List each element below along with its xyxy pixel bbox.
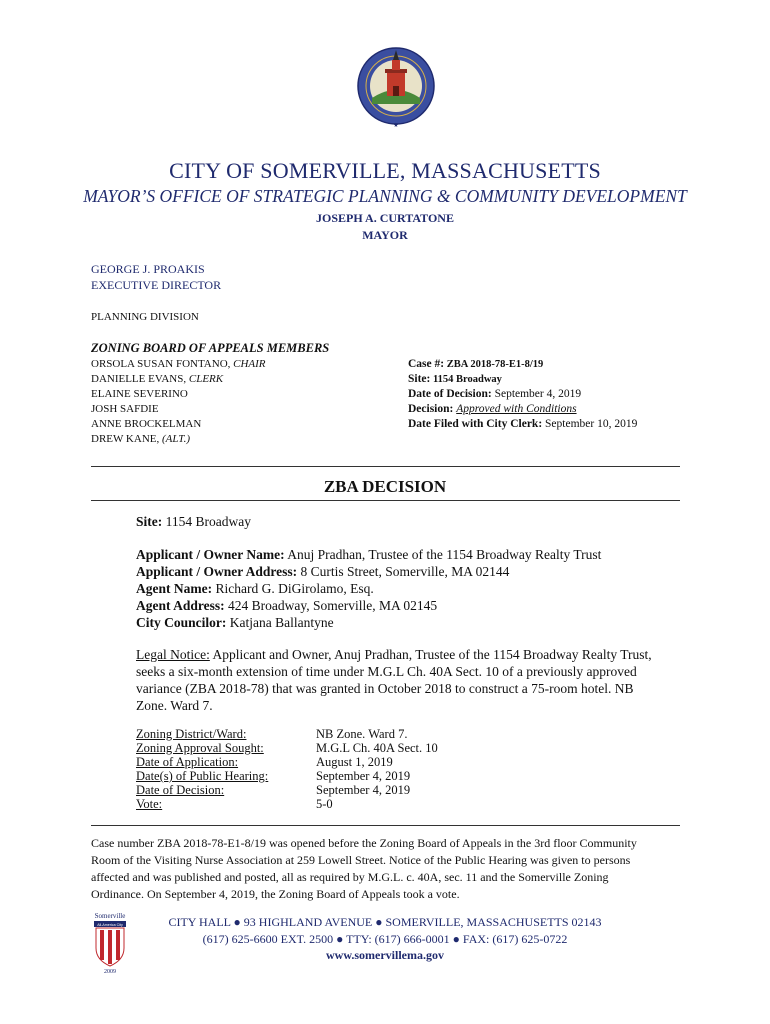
board-member: DANIELLE EVANS, CLERK [91, 373, 224, 385]
zoning-label: Zoning Approval Sought: [136, 741, 264, 755]
city-seal-icon [356, 42, 436, 132]
svg-text:★: ★ [393, 123, 399, 129]
detail-owner-name: Applicant / Owner Name: Anuj Pradhan, Trustee of the 1154 Broadway Realty Trust [136, 547, 602, 562]
footer-address: CITY HALL ● 93 HIGHLAND AVENUE ● SOMERVILLE, MASSACHUSETTS 02143 [168, 915, 602, 929]
divider [91, 500, 680, 501]
city-seal [356, 42, 436, 132]
board-member: ORSOLA SUSAN FONTANO, CHAIR [91, 358, 266, 370]
city-title: CITY OF SOMERVILLE, MASSACHUSETTS [169, 158, 601, 183]
board-member: JOSH SAFDIE [91, 403, 159, 415]
divider [91, 466, 680, 467]
director-name: GEORGE J. PROAKIS [91, 262, 205, 276]
zoning-value: September 4, 2019 [316, 783, 411, 797]
zoning-value: M.G.L Ch. 40A Sect. 10 [316, 741, 438, 755]
zoning-label: Date of Decision: [136, 783, 225, 797]
director-title: EXECUTIVE DIRECTOR [91, 278, 222, 292]
board-heading: ZONING BOARD OF APPEALS MEMBERS [91, 341, 330, 355]
footer-website[interactable]: www.somervillema.gov [326, 948, 444, 962]
zoning-label: Vote: [136, 797, 163, 811]
detail-agent-address: Agent Address: 424 Broadway, Somerville, MA 02145 [136, 598, 438, 613]
mayor-title: MAYOR [362, 228, 408, 242]
detail-owner-address: Applicant / Owner Address: 8 Curtis Street, Somerville, MA 02144 [136, 564, 510, 579]
zoning-label: Date of Application: [136, 755, 239, 769]
summary-paragraph: Case number ZBA 2018-78-E1-8/19 was opened before the Zoning Board of Appeals in the 3rd floor Community Room of the Visiting Nurse Association at 259 Lowell Street. Notice of the Public Hearing was given to persons affected and was published and posted, all as required by M.G.L. c. 40A, sec. 11 and the Somerville Zoning Ordinance. On September 4, 2019, the Zoning Board of Appeals took a vote. [91, 836, 637, 901]
case-decision: Decision: Approved with Conditions [408, 403, 577, 415]
board-member: ELAINE SEVERINO [91, 388, 188, 400]
board-member: DREW KANE, (ALT.) [91, 433, 190, 445]
detail-agent-name: Agent Name: Richard G. DiGirolamo, Esq. [136, 581, 374, 596]
office-title: MAYOR’S OFFICE OF STRATEGIC PLANNING & COMMUNITY DEVELOPMENT [83, 186, 687, 206]
legal-notice-line: seeks a six-month extension of time under M.G.L Ch. 40A Sect. 10 of a previously approved [136, 664, 637, 679]
legal-notice-line: Legal Notice: Applicant and Owner, Anuj Pradhan, Trustee of the 1154 Broadway Realty Trust, [136, 647, 652, 662]
zoning-value: 5-0 [316, 797, 333, 811]
board-member: ANNE BROCKELMAN [91, 418, 202, 430]
svg-text:All-America City: All-America City [97, 923, 123, 927]
case-number: Case #: ZBA 2018-78-E1-8/19 [408, 358, 544, 370]
legal-notice-line: variance (ZBA 2018-78) that was granted in October 2018 to construct a 75-room hotel. NB [136, 681, 634, 696]
mayor-name: JOSEPH A. CURTATONE [316, 211, 454, 225]
case-date-filed: Date Filed with City Clerk: September 10, 2019 [408, 418, 638, 430]
legal-notice-line: Zone. Ward 7. [136, 698, 213, 713]
footer-phones: (617) 625-6600 EXT. 2500 ● TTY: (617) 666-0001 ● FAX: (617) 625-0722 [202, 932, 568, 946]
zoning-value: August 1, 2019 [316, 755, 393, 769]
svg-text:Somerville: Somerville [94, 912, 126, 920]
case-site: Site: 1154 Broadway [408, 373, 502, 385]
detail-councilor: City Councilor: Katjana Ballantyne [136, 615, 334, 630]
zoning-label: Zoning District/Ward: [136, 727, 247, 741]
detail-site: Site: 1154 Broadway [136, 514, 251, 529]
zoning-value: NB Zone. Ward 7. [316, 727, 408, 741]
division-name: PLANNING DIVISION [91, 311, 199, 323]
case-date-of-decision: Date of Decision: September 4, 2019 [408, 388, 582, 400]
decision-title: ZBA DECISION [323, 477, 447, 496]
zoning-value: September 4, 2019 [316, 769, 411, 783]
svg-text:2009: 2009 [104, 969, 116, 974]
divider [91, 825, 680, 826]
zoning-label: Date(s) of Public Hearing: [136, 769, 269, 783]
